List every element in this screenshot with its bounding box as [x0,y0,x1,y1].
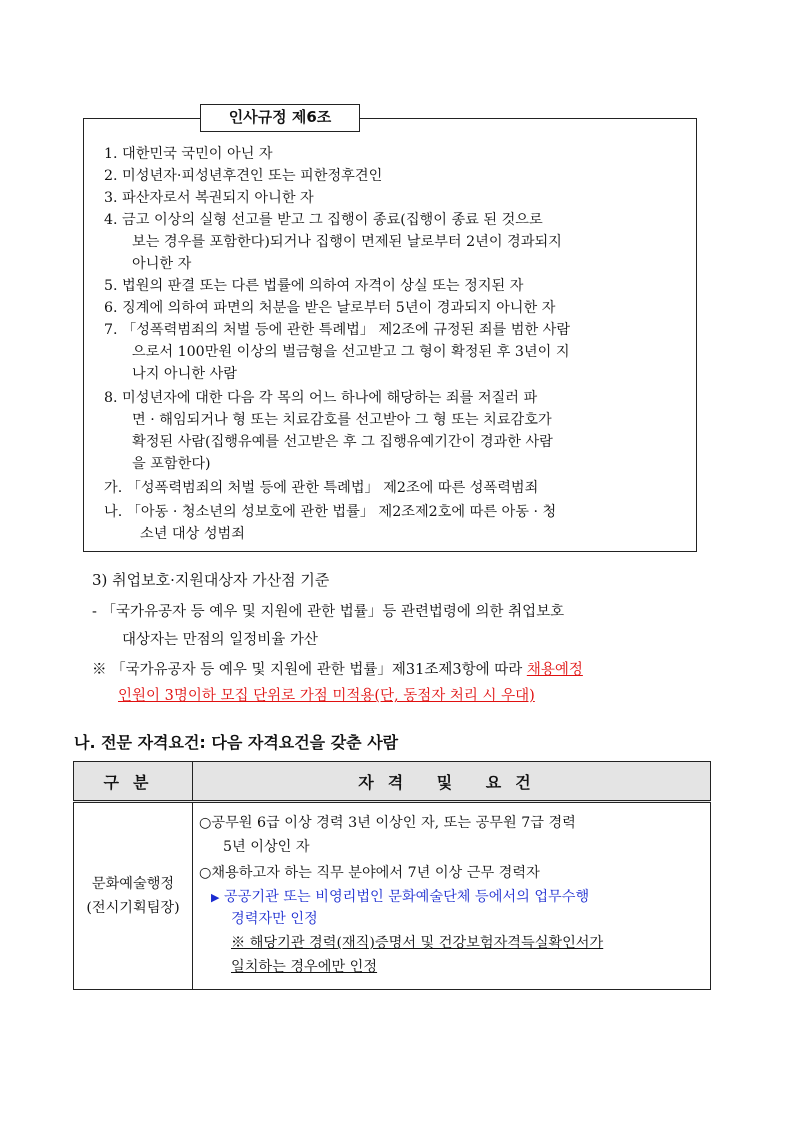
reg-item-8-ga: 가. 「성폭력범죄의 처벌 등에 관한 특례법」 제2조에 따른 성폭력범죄 [104,480,539,496]
table-row [74,802,711,990]
regulation-box-title: 인사규정 제6조 [200,104,360,132]
reg-item-3: 3. 파산자로서 복권되지 아니한 자 [104,190,314,206]
reg-item-8-na-cont: 소년 대상 성범죄 [140,526,245,542]
reg-item-5: 5. 법원의 판결 또는 다른 법률에 의하여 자격이 상실 또는 정지된 자 [104,278,524,294]
bonus-note [92,660,583,680]
section-heading: 나. 전문 자격요건: 다음 자격요건을 갖춘 사람 [74,733,399,752]
category-name: 문화예술행정 [91,876,175,892]
sub-line1: 공공기관 또는 비영리법인 문화예술단체 등에서의 업무수행 [223,889,590,905]
reg-item-7-cont: 으로서 100만원 이상의 벌금형을 선고받고 그 형이 확정된 후 3년이 지 [132,344,570,360]
bonus-bullet: - 「국가유공자 등 예우 및 지원에 관한 법률」등 관련법령에 의한 취업보호 [92,604,565,620]
reg-item-7-cont2: 나지 아니한 사람 [132,366,237,382]
reg-item-7: 7. 「성폭력범죄의 처벌 등에 관한 특례법」 제2조에 규정된 죄를 범한 사람 [104,322,571,338]
header-category: 구분 [74,762,193,802]
bonus-bullet-cont: 대상자는 만점의 일정비율 가산 [122,632,318,648]
reg-item-4-cont2: 아니한 자 [132,256,192,272]
table-header-row [74,762,711,802]
req2: ○채용하고자 하는 직무 분야에서 7년 이상 근무 경력자 [199,865,540,881]
reg-item-6: 6. 징계에 의하여 파면의 처분을 받은 날로부터 5년이 경과되지 아니한 자 [104,300,556,316]
reg-item-8-cont2: 확정된 사람(집행유예를 선고받은 후 그 집행유예기간이 경과한 사람 [132,434,553,450]
req1-line2: 5년 이상인 자 [223,839,310,855]
req1-line1: ○공무원 6급 이상 경력 3년 이상인 자, 또는 공무원 7급 경력 [199,815,576,831]
requirements-cell [193,802,711,990]
category-position: (전시기획팀장) [86,900,180,916]
reg-item-4-cont: 보는 경우를 포함한다)되거나 집행이 면제된 날로부터 2년이 경과되지 [132,234,562,250]
reg-item-8-cont: 면 · 해임되거나 형 또는 치료감호를 선고받아 그 형 또는 치료감호가 [132,412,552,428]
reg-item-8-cont3: 을 포함한다) [132,456,211,472]
sub-line2: 경력자만 인정 [231,911,318,927]
header-requirements: 자격 및 요건 [193,762,711,802]
reg-item-1: 1. 대한민국 국민이 아닌 자 [104,146,273,162]
category-cell [74,802,193,990]
sub-requirement [211,887,589,908]
bonus-note-highlight-cont: 인원이 3명이하 모집 단위로 가점 미적용(단, 동점자 처리 시 우대) [118,688,535,704]
triangle-bullet-icon: ▶ [211,891,220,904]
reg-item-2: 2. 미성년자·피성년후견인 또는 피한정후견인 [104,168,383,184]
bonus-heading: 3) 취업보호·지원대상자 가산점 기준 [92,571,330,589]
bonus-note-text: ※ 「국가유공자 등 예우 및 지원에 관한 법률」제31조제3항에 따라 [92,662,527,678]
reg-item-4: 4. 금고 이상의 실형 선고를 받고 그 집행이 종료(집행이 종료 된 것으로 [104,212,543,228]
sub-note-line1: ※ 해당기관 경력(재직)증명서 및 건강보험자격득실확인서가 [231,935,604,951]
reg-item-8-na: 나. 「아동 · 청소년의 성보호에 관한 법률」 제2조제2호에 따른 아동 · 청 [104,504,557,520]
reg-item-8: 8. 미성년자에 대한 다음 각 목의 어느 하나에 해당하는 죄를 저질러 파 [104,390,538,406]
bonus-note-highlight: 채용예정 [526,662,583,678]
sub-note-line2: 일치하는 경우에만 인정 [231,959,378,975]
requirements-table [73,761,711,990]
